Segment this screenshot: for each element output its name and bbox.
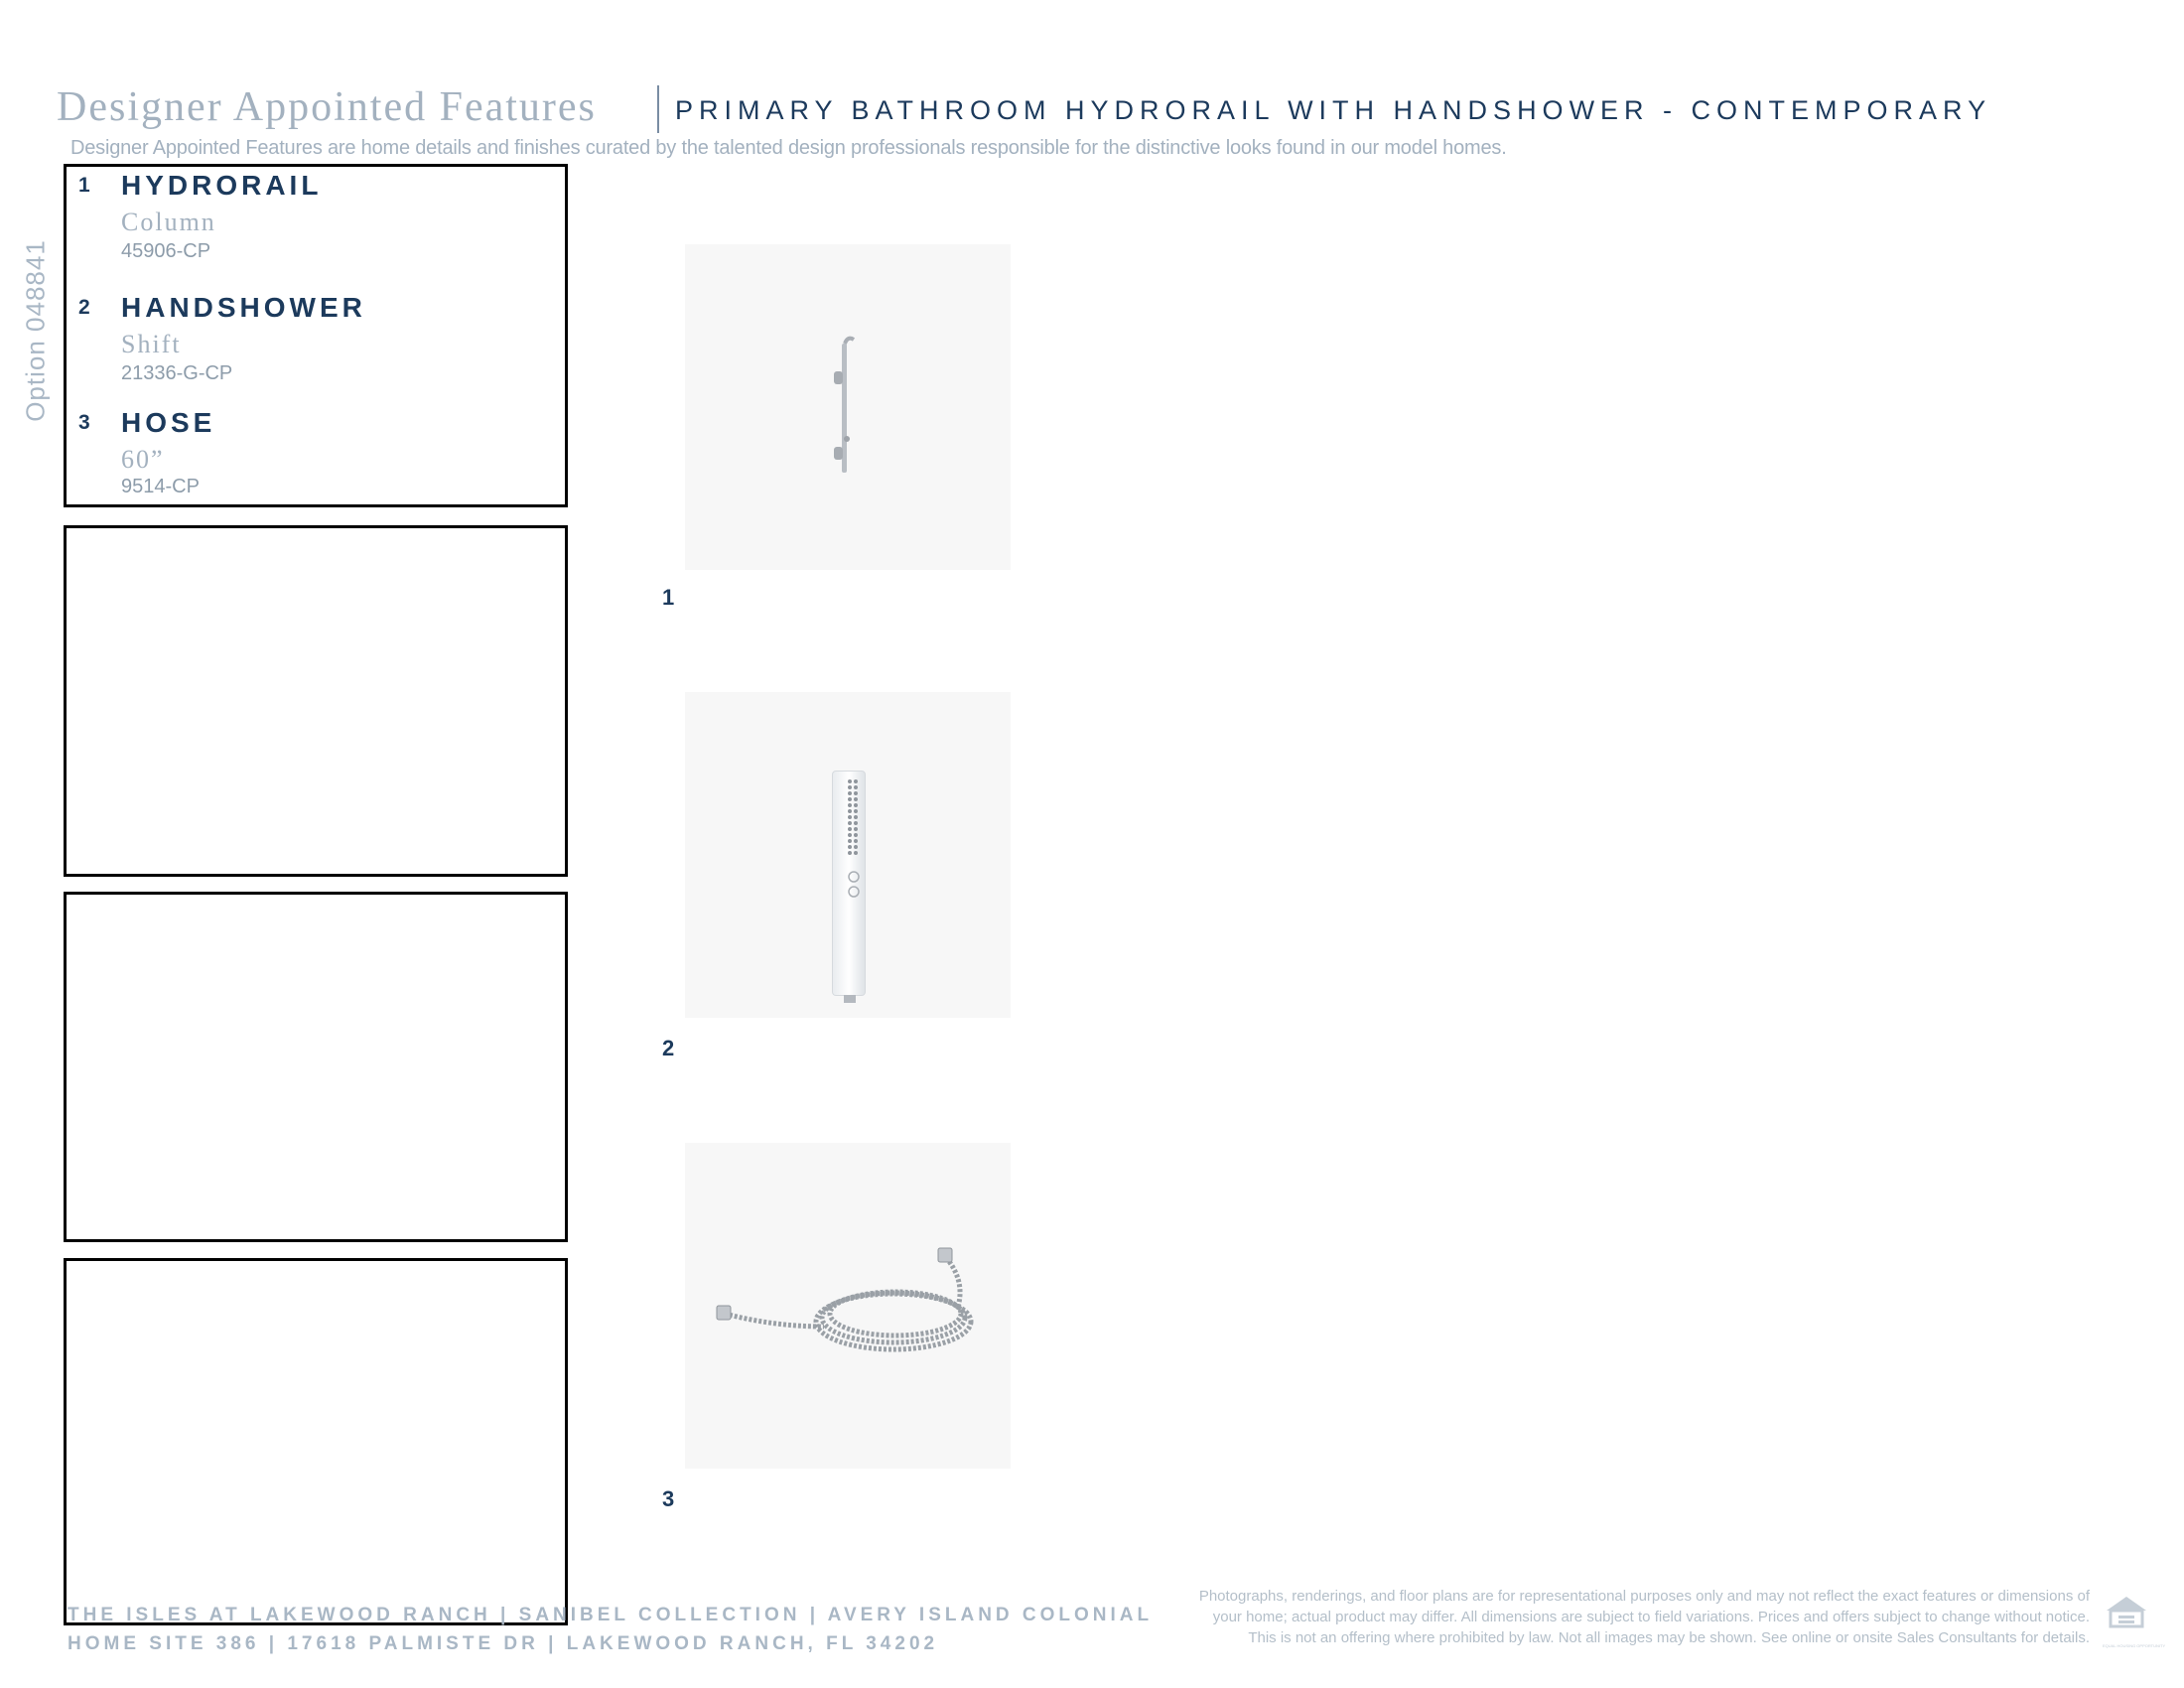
hydrorail-image bbox=[685, 244, 1011, 570]
option-label: Option 048841 bbox=[20, 239, 51, 422]
item-style: Shift bbox=[121, 330, 182, 358]
item-code: 21336-G-CP bbox=[121, 362, 233, 384]
item-name: HANDSHOWER bbox=[121, 292, 366, 323]
empty-box bbox=[64, 1258, 568, 1625]
title-divider bbox=[657, 85, 659, 133]
hydrorail-icon bbox=[685, 244, 1011, 570]
hose-image bbox=[685, 1143, 1011, 1469]
empty-box bbox=[64, 892, 568, 1242]
item-style: 60” bbox=[121, 445, 165, 474]
item-name: HYDRORAIL bbox=[121, 170, 323, 201]
intro-text: Designer Appointed Features are home details and finishes curated by the talented design professionals responsible for the distinctive looks found in our model homes. bbox=[70, 137, 1507, 159]
handshower-icon bbox=[685, 692, 1011, 1018]
logo-text: EQUAL HOUSING OPPORTUNITY bbox=[2103, 1643, 2166, 1648]
disclaimer bbox=[1037, 1586, 2090, 1648]
brand-title: Designer Appointed Features bbox=[57, 84, 597, 130]
photo-number: 3 bbox=[662, 1486, 675, 1511]
item-number: 2 bbox=[78, 296, 90, 319]
equal-housing-opportunity-icon bbox=[2103, 1591, 2166, 1648]
item-number: 1 bbox=[78, 174, 90, 197]
hose-icon bbox=[685, 1143, 1011, 1469]
handshower-image bbox=[685, 692, 1011, 1018]
item-style: Column bbox=[121, 208, 216, 236]
footer-address: HOME SITE 386 | 17618 PALMISTE DR | LAKEWOOD RANCH, FL 34202 bbox=[68, 1633, 939, 1654]
photo-number: 1 bbox=[662, 585, 675, 610]
footer-community: THE ISLES AT LAKEWOOD RANCH | SANIBEL COLLECTION | AVERY ISLAND COLONIAL bbox=[68, 1605, 1154, 1625]
disclaimer-line: Photographs, renderings, and floor plans are for representational purposes only and may not reflect the exact features or dimensions of bbox=[1198, 1588, 2090, 1605]
item-number: 3 bbox=[78, 411, 90, 434]
empty-box bbox=[64, 525, 568, 877]
photo-number: 2 bbox=[662, 1036, 675, 1060]
page-title: PRIMARY BATHROOM HYDRORAIL WITH HANDSHOWER - CONTEMPORARY bbox=[675, 95, 1992, 125]
item-name: HOSE bbox=[121, 407, 216, 438]
disclaimer-line: This is not an offering where prohibited by law. Not all images may be shown. See online or onsite Sales Consultants for details. bbox=[1248, 1629, 2090, 1646]
item-code: 9514-CP bbox=[121, 476, 200, 497]
disclaimer-line: your home; actual product may differ. All dimensions are subject to field variations. Prices and offers subject to change without notice. bbox=[1212, 1609, 2090, 1625]
item-code: 45906-CP bbox=[121, 240, 211, 262]
